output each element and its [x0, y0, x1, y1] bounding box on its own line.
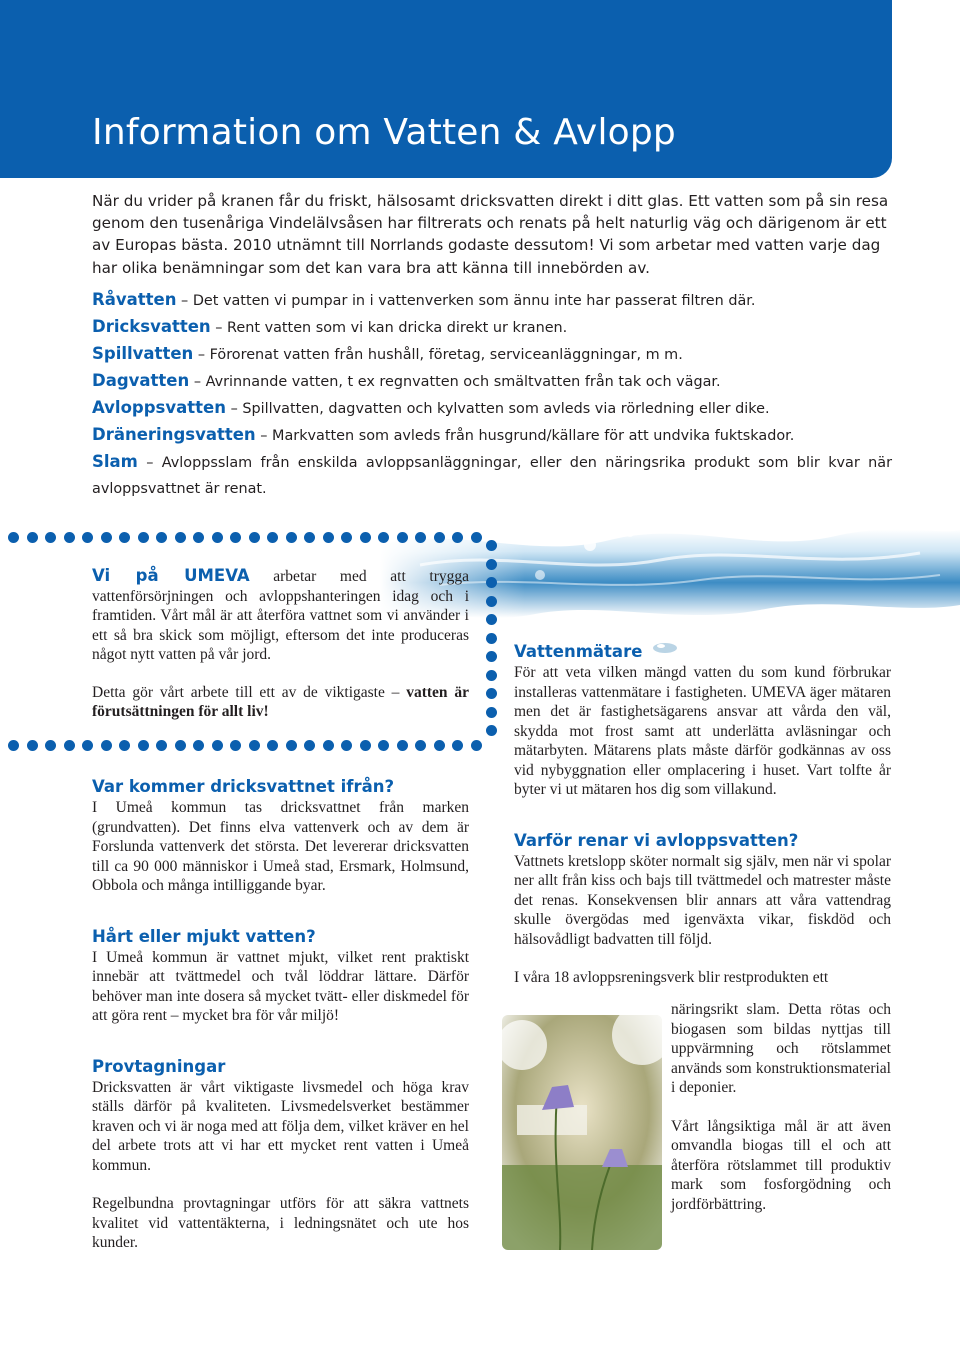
border-dot: [304, 532, 315, 543]
border-dot: [415, 532, 426, 543]
border-dot: [378, 740, 389, 751]
border-dot: [101, 532, 112, 543]
border-dot: [341, 740, 352, 751]
definition-text: Spillvatten, dagvatten och kylvatten som avleds via rörledning eller dike.: [242, 401, 770, 417]
definition-text: Markvatten som avleds från husgrund/källare för att undvika fuktskador.: [272, 428, 795, 444]
definition-text: Rent vatten som vi kan dricka direkt ur kranen.: [227, 320, 568, 336]
definition-item: Slam – Avloppsslam från enskilda avloppsanläggningar, eller den näringsrika produkt som blir kvar när avloppsvattnet är renat.: [92, 452, 892, 497]
border-dot: [471, 532, 482, 543]
border-dot: [45, 740, 56, 751]
left-column: [92, 776, 469, 1253]
border-dot: [8, 532, 19, 543]
border-dot: [249, 532, 260, 543]
border-dot: [64, 740, 75, 751]
border-dot: [249, 740, 260, 751]
definition-item: Dräneringsvatten – Markvatten som avleds från husgrund/källare för att undvika fuktskador.: [92, 425, 795, 444]
border-dot: [193, 740, 204, 751]
definition-item: Spillvatten – Förorenat vatten från hushåll, företag, serviceanläggningar, m m.: [92, 344, 683, 363]
section-text: Vårt långsiktiga mål är att även omvandla biogas till el och att återföra rötslammet till produktiv mark som fosforgödning och jordförbättring.: [671, 1117, 891, 1213]
definition-item: Dricksvatten – Rent vatten som vi kan dricka direkt ur kranen.: [92, 317, 568, 336]
definition-text: Avloppsslam från enskilda avloppsanläggningar, eller den näringsrika produkt som blir kvar när avloppsvattnet är renat.: [92, 455, 892, 497]
page-title: Information om Vatten & Avlopp: [92, 112, 676, 153]
definition-text: Det vatten vi pumpar in i vattenverken som ännu inte har passerat filtren där.: [192, 293, 756, 309]
intro-paragraph: När du vrider på kranen får du friskt, hälsosamt dricksvatten direkt i ditt glas. Ett vatten som på sin resa genom den tusenåriga Vindelälvsåsen har filtrerats och renats på helt naturlig väg och därigenom är ett av Europas bästa. 2010 utnämnt till Norrlands godaste dessutom! Vi som arbetar med vatten varje dag har olika benämningar som det kan vara bra att känna till innebörden av.: [92, 192, 889, 277]
flower-photo: [502, 1015, 662, 1250]
border-dot: [156, 532, 167, 543]
dotted-border-top: [8, 532, 488, 544]
border-dot: [486, 725, 497, 736]
border-dot: [45, 532, 56, 543]
right-column-wrap: [671, 1000, 891, 1214]
section-title: Var kommer dricksvattnet ifrån?: [92, 777, 395, 796]
border-dot: [471, 740, 482, 751]
header-banner: [0, 0, 892, 178]
definition-term: Slam: [92, 452, 138, 471]
border-dot: [397, 740, 408, 751]
border-dot: [27, 532, 38, 543]
border-dot: [486, 707, 497, 718]
dotted-border-side: [486, 540, 498, 740]
section-text: Vattnets kretslopp sköter normalt sig själv, men när vi spolar ner allt från kiss och bajs till tvättmedel och matrester måste det renas. Konsekvensen blir annars att våra vattendrag skulle övergödas med igenväxta vikar, fiskdöd och hälsovådligt badvatten till följd.: [514, 852, 891, 948]
definition-term: Spillvatten: [92, 344, 194, 363]
section-title: Varför renar vi avloppsvatten?: [514, 830, 799, 850]
border-dot: [415, 740, 426, 751]
definition-item: Dagvatten – Avrinnande vatten, t ex regnvatten och smältvatten från tak och vägar.: [92, 371, 721, 390]
border-dot: [304, 740, 315, 751]
border-dot: [286, 740, 297, 751]
section-text: För att veta vilken mängd vatten du som kund förbrukar installeras vattenmätare i fastigheten. UMEVA äger mätaren men det är fastighetsägarens ansvar att vårda den väl, skydda mot frost samt att underlätta avläsningar och mätarbyten. Mätarens plats måste därför godkännas av oss vid nybyggnation eller omplacering i huset. Vart tolfte år byter vi ut mätaren hos dig som villakund.: [514, 664, 891, 798]
section-title: Vattenmätare: [514, 642, 643, 661]
border-dot: [486, 670, 497, 681]
definition-term: Avloppsvatten: [92, 398, 226, 417]
umeva-lead: Vi på UMEVA: [92, 566, 250, 585]
border-dot: [8, 740, 19, 751]
border-dot: [486, 577, 497, 588]
border-dot: [486, 559, 497, 570]
border-dot: [486, 651, 497, 662]
border-dot: [323, 740, 334, 751]
border-dot: [360, 740, 371, 751]
border-dot: [434, 532, 445, 543]
border-dot: [193, 532, 204, 543]
section-title: Provtagningar: [92, 1056, 226, 1076]
border-dot: [64, 532, 75, 543]
border-dot: [138, 740, 149, 751]
border-dot: [486, 614, 497, 625]
section-title: Hårt eller mjukt vatten?: [92, 926, 316, 946]
border-dot: [360, 532, 371, 543]
border-dot: [397, 532, 408, 543]
border-dot: [486, 596, 497, 607]
border-dot: [486, 540, 497, 551]
definition-text: Förorenat vatten från hushåll, företag, serviceanläggningar, m m.: [209, 347, 683, 363]
border-dot: [230, 532, 241, 543]
definition-term: Råvatten: [92, 290, 177, 309]
definition-item: Råvatten – Det vatten vi pumpar in i vattenverken som ännu inte har passerat filtren där.: [92, 290, 756, 309]
border-dot: [119, 532, 130, 543]
section-text: I Umeå kommun tas dricksvattnet från marken (grundvatten). Det finns elva vattenverk och av dem är Forslunda vattenverk det största. Det levererar dricksvatten till ca 90 000 människor i Umeå stad, Ersmark, Holmsund, Obbola och många intilliggande byar.: [92, 799, 469, 894]
border-dot: [175, 740, 186, 751]
section-text: I Umeå kommun är vattnet mjukt, vilket rent praktiskt innebär att tvättmedel och tvål löddrar lättare. Därför behöver man inte dosera så mycket tvätt- eller diskmedel för att göra rent – mycket bra för vår miljö!: [92, 948, 469, 1024]
umeva-box: [92, 566, 469, 722]
border-dot: [212, 532, 223, 543]
border-dot: [230, 740, 241, 751]
border-dot: [27, 740, 38, 751]
border-dot: [119, 740, 130, 751]
definition-term: Dagvatten: [92, 371, 190, 390]
border-dot: [486, 633, 497, 644]
border-dot: [156, 740, 167, 751]
border-dot: [378, 532, 389, 543]
border-dot: [452, 740, 463, 751]
definition-text: Avrinnande vatten, t ex regnvatten och smältvatten från tak och vägar.: [205, 374, 721, 390]
definitions-list: [92, 287, 892, 502]
border-dot: [138, 532, 149, 543]
section-text: Regelbundna provtagningar utförs för att säkra vattnets kvalitet vid vattentäkterna, i ledningsnätet och ute hos kunder.: [92, 1195, 469, 1251]
section-text: Dricksvatten är vårt viktigaste livsmedel och höga krav ställs därför på kvaliteten. Livsmedelsverket bestämmer kraven och vi är noga med att följa dem, vilket kräver en hel del arbete trots att vi har ett mycket rent vatten i Umeå kommun.: [92, 1078, 469, 1174]
umeva-paragraph: Vi på UMEVA arbetar med att trygga vattenförsörjningen och avloppshanteringen idag och i framtiden. Vårt mål är att återföra vattnet som vi använder i ett så bra skick som möjligt, eftersom det inte produceras något nytt vatten på vår jord.: [92, 566, 470, 663]
definition-item: Avloppsvatten – Spillvatten, dagvatten och kylvatten som avleds via rörledning eller dike.: [92, 398, 770, 417]
border-dot: [434, 740, 445, 751]
border-dot: [267, 532, 278, 543]
definition-term: Dricksvatten: [92, 317, 211, 336]
border-dot: [82, 532, 93, 543]
definition-term: Dräneringsvatten: [92, 425, 256, 444]
border-dot: [286, 532, 297, 543]
dotted-border-bottom: [8, 740, 488, 752]
border-dot: [323, 532, 334, 543]
border-dot: [267, 740, 278, 751]
umeva-statement: Detta gör vårt arbete till ett av de viktigaste – vatten är förutsättningen för allt liv!: [92, 683, 469, 720]
border-dot: [341, 532, 352, 543]
border-dot: [486, 688, 497, 699]
border-dot: [212, 740, 223, 751]
right-column: [514, 641, 891, 988]
border-dot: [452, 532, 463, 543]
section-text: näringsrikt slam. Detta rötas och biogasen som bildas nyttjas till uppvärmning och rötslammet används som konstruktionsmaterial i deponier.: [671, 1001, 891, 1096]
border-dot: [101, 740, 112, 751]
border-dot: [175, 532, 186, 543]
wrap-first-line: I våra 18 avloppsreningsverk blir restprodukten ett: [514, 969, 829, 986]
border-dot: [82, 740, 93, 751]
